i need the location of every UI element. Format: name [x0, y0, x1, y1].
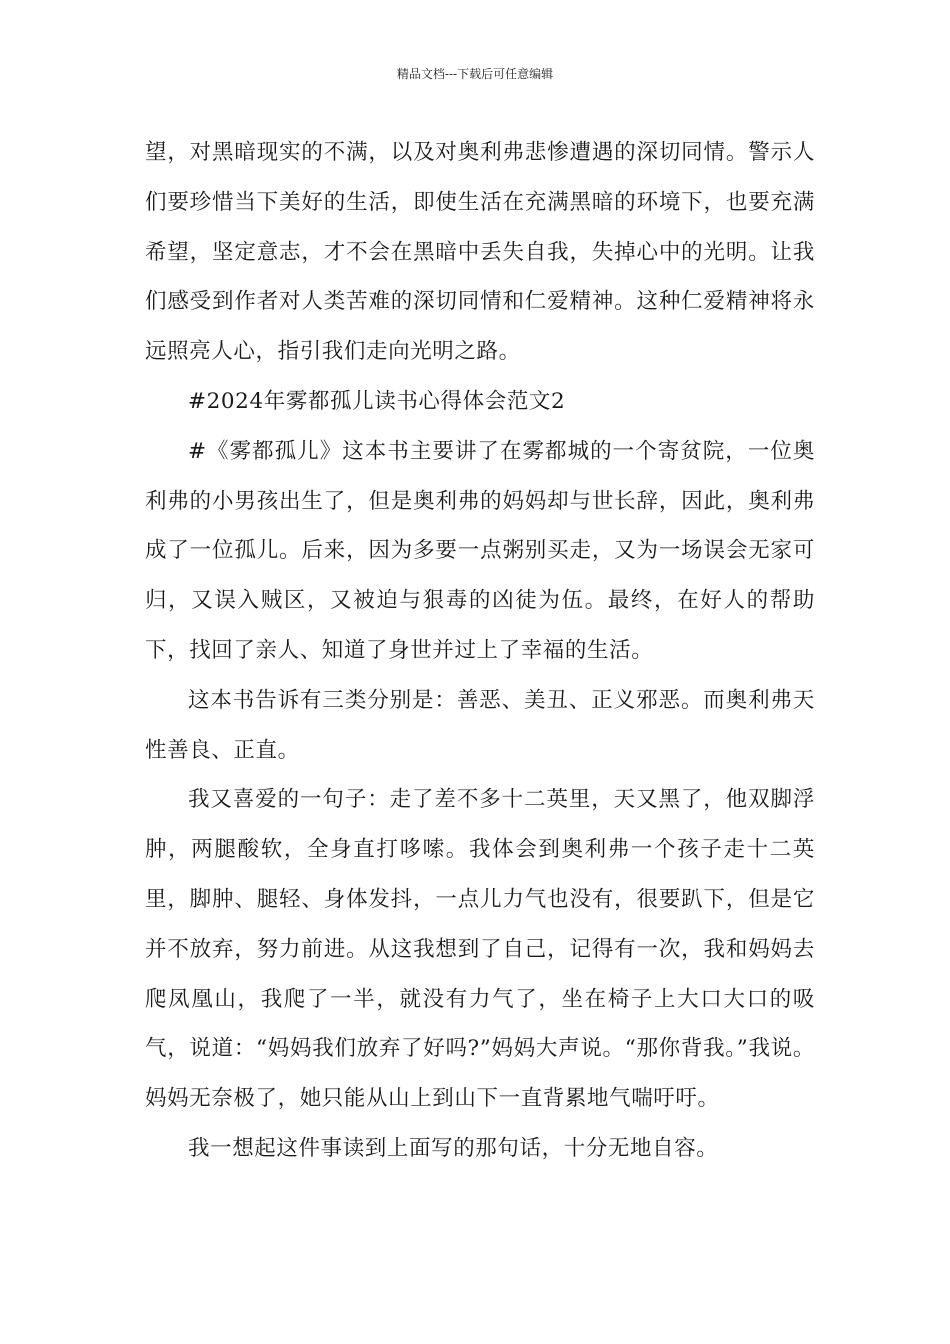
- paragraph: 望，对黑暗现实的不满，以及对奥利弗悲惨遭遇的深切同情。警示人们要珍惜当下美好的生活，即使生活在充满黑暗的环境下，也要充满希望，坚定意志，才不会在黑暗中丢失自我，失掉心中的光明。让我们感受到作者对人类苦难的深切同情和仁爱精神。这种仁爱精神将永远照亮人心，指引我们走向光明之路。: [145, 140, 815, 365]
- page-header: 精品文档---下载后可任意编辑: [396, 67, 554, 81]
- document-body: [145, 128, 815, 1174]
- paragraph: 我又喜爱的一句子：走了差不多十二英里，天又黑了，他双脚浮肿，两腿酸软，全身直打哆嗦。我体会到奥利弗一个孩子走十二英里，脚肿、腿轻、身体发抖，一点儿力气也没有，很要趴下，但是它并不放弃，努力前进。从这我想到了自己，记得有一次，我和妈妈去爬凤凰山，我爬了一半，就没有力气了，坐在椅子上大口大口的吸气，说道：“妈妈我们放弃了好吗?”妈妈大声说。“那你背我。”我说。妈妈无奈极了，她只能从山上到山下一直背累地气喘吁吁。: [145, 787, 815, 1112]
- section-heading: #2024年雾都孤儿读书心得体会范文2: [188, 388, 566, 414]
- paragraph: 我一想起这件事读到上面写的那句话，十分无地自容。: [188, 1135, 719, 1161]
- paragraph: 这本书告诉有三类分别是：善恶、美丑、正义邪恶。而奥利弗天性善良、正直。: [145, 687, 815, 763]
- paragraph: #《雾都孤儿》这本书主要讲了在雾都城的一个寄贫院，一位奥利弗的小男孩出生了，但是奥利弗的妈妈却与世长辞，因此，奥利弗成了一位孤儿。后来，因为多要一点粥别买走，又为一场误会无家可归，又误入贼区，又被迫与狠毒的凶徒为伍。最终，在好人的帮助下，找回了亲人、知道了身世并过上了幸福的生活。: [145, 438, 815, 663]
